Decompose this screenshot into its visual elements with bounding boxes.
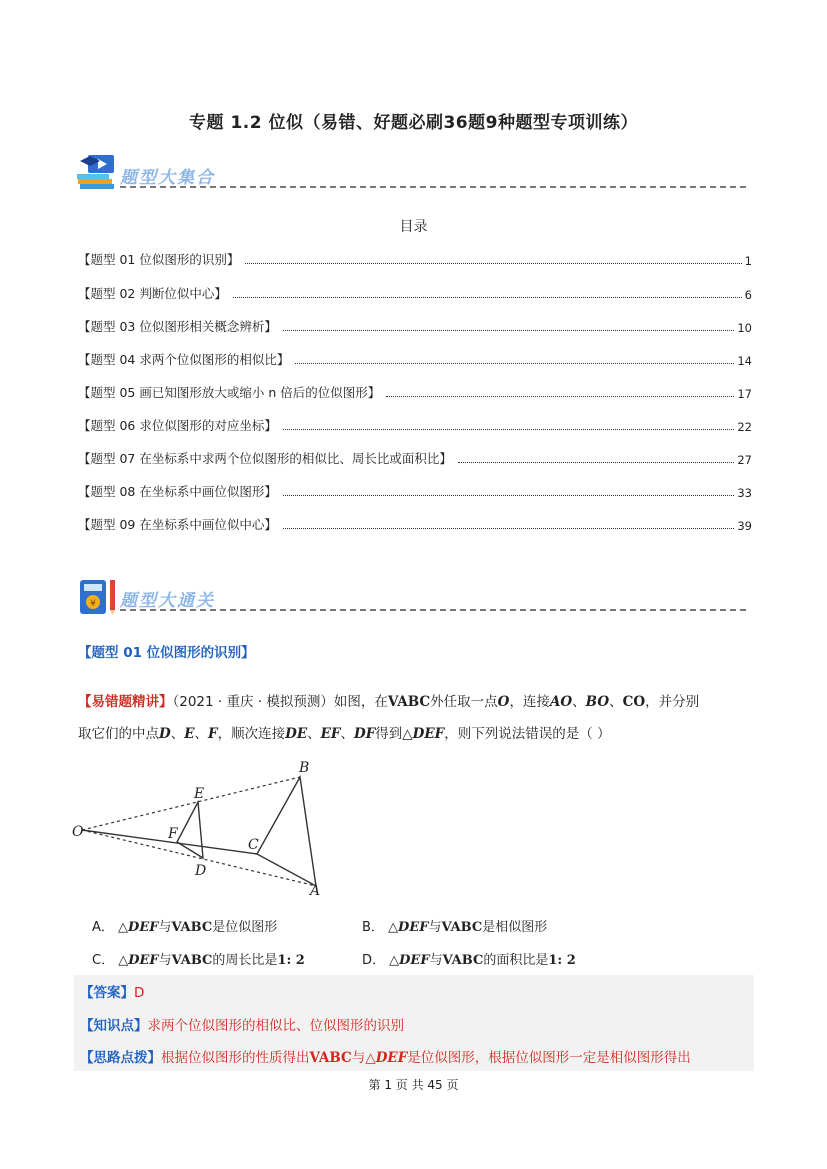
toc-item-page: 17 <box>737 387 752 401</box>
label-e: E <box>194 786 205 802</box>
option-a[interactable]: A． △DEF与VABC是位似图形 <box>92 920 278 935</box>
page-footer: 第 1 页 共 45 页 <box>368 1078 459 1092</box>
toc-item-page: 10 <box>737 321 752 335</box>
dashed-line-ob <box>82 777 300 830</box>
toc-item-label: 【题型 09 在坐标系中画位似中心】 <box>78 517 277 532</box>
geometry-figure <box>70 758 330 898</box>
answer-box <box>74 975 754 1071</box>
section-banner-practice <box>76 576 746 616</box>
toc-item-label: 【题型 08 在坐标系中画位似图形】 <box>78 484 277 499</box>
problem-statement <box>78 686 752 750</box>
banner-types-text: 题型大集合 <box>120 168 215 188</box>
banner-practice-text: 题型大通关 <box>120 591 215 611</box>
toc-item-page: 33 <box>737 486 752 500</box>
calculator-pencil-icon <box>78 576 120 616</box>
label-b: B <box>299 760 310 776</box>
option-c[interactable]: C． △DEF与VABC的周长比是1: 2 <box>92 953 305 968</box>
toc-item-label: 【题型 04 求两个位似图形的相似比】 <box>78 352 290 367</box>
teaching-monitor-books-icon <box>76 153 120 193</box>
document-title: 专题 1.2 位似（易错、好题必刷36题9种题型专项训练） <box>189 113 638 133</box>
toc-item-page: 6 <box>744 288 752 302</box>
problem-line-2: 取它们的中点D、E、F，顺次连接DE、EF、DF得到△DEF，则下列说法错误的是（ ） <box>78 726 611 742</box>
toc-item-page: 27 <box>737 453 752 467</box>
problem-tag: 【易错题精讲】 <box>78 694 173 710</box>
answer-row: 【答案】D <box>80 985 145 1001</box>
toc-item-label: 【题型 01 位似图形的识别】 <box>78 252 240 267</box>
toc-item[interactable] <box>78 315 752 335</box>
banner-divider <box>120 609 746 611</box>
toc-item[interactable] <box>78 348 752 368</box>
toc-heading: 目录 <box>399 219 428 235</box>
label-d: D <box>195 863 207 879</box>
triangle-def-shape <box>177 802 203 858</box>
triangle-abc-shape <box>257 777 316 886</box>
knowledge-row: 【知识点】求两个位似图形的相似比、位似图形的识别 <box>80 1018 404 1034</box>
label-a: A <box>310 883 321 898</box>
toc-item[interactable] <box>78 282 752 302</box>
point-o: O <box>497 694 510 710</box>
option-b[interactable]: B． △DEF与VABC是相似图形 <box>362 920 548 935</box>
toc-item-page: 22 <box>737 420 752 434</box>
toc-item[interactable] <box>78 381 752 401</box>
svg-text:¥: ¥ <box>90 599 96 609</box>
toc-item-page: 1 <box>744 254 752 268</box>
toc-item-label: 【题型 06 求位似图形的对应坐标】 <box>78 418 277 433</box>
hint-row: 【思路点拨】根据位似图形的性质得出VABC与△DEF是位似图形，根据位似图形一定是相似图形得出 <box>80 1050 691 1066</box>
triangle-def: △DEF <box>402 726 445 742</box>
option-d[interactable]: D． △DEF与VABC的面积比是1: 2 <box>362 953 576 968</box>
toc-item-label: 【题型 02 判断位似中心】 <box>78 286 227 301</box>
section-banner-types <box>76 153 746 193</box>
triangle-abc: VABC <box>387 694 431 710</box>
label-o: O <box>72 824 84 840</box>
toc-item[interactable] <box>78 480 752 500</box>
toc-item-label: 【题型 07 在坐标系中求两个位似图形的相似比、周长比或面积比】 <box>78 451 452 466</box>
section-heading: 【题型 01 位似图形的识别】 <box>78 645 255 661</box>
answer-value: D <box>134 985 145 1001</box>
toc-item-page: 14 <box>737 354 752 368</box>
toc-item[interactable] <box>78 447 752 467</box>
toc-item-label: 【题型 05 画已知图形放大或缩小 n 倍后的位似图形】 <box>78 385 381 400</box>
label-c: C <box>248 837 259 853</box>
toc-item-page: 39 <box>737 519 752 533</box>
label-f: F <box>168 826 178 842</box>
toc-item-label: 【题型 03 位似图形相关概念辨析】 <box>78 319 277 334</box>
toc-item[interactable] <box>78 513 752 533</box>
toc-item[interactable] <box>78 414 752 434</box>
toc-item[interactable] <box>78 248 752 268</box>
problem-line-1: 【易错题精讲】（2021 · 重庆 · 模拟预测）如图，在VABC外任取一点O，连接AO、BO、CO，并分别 <box>78 694 700 710</box>
banner-divider <box>120 186 746 188</box>
